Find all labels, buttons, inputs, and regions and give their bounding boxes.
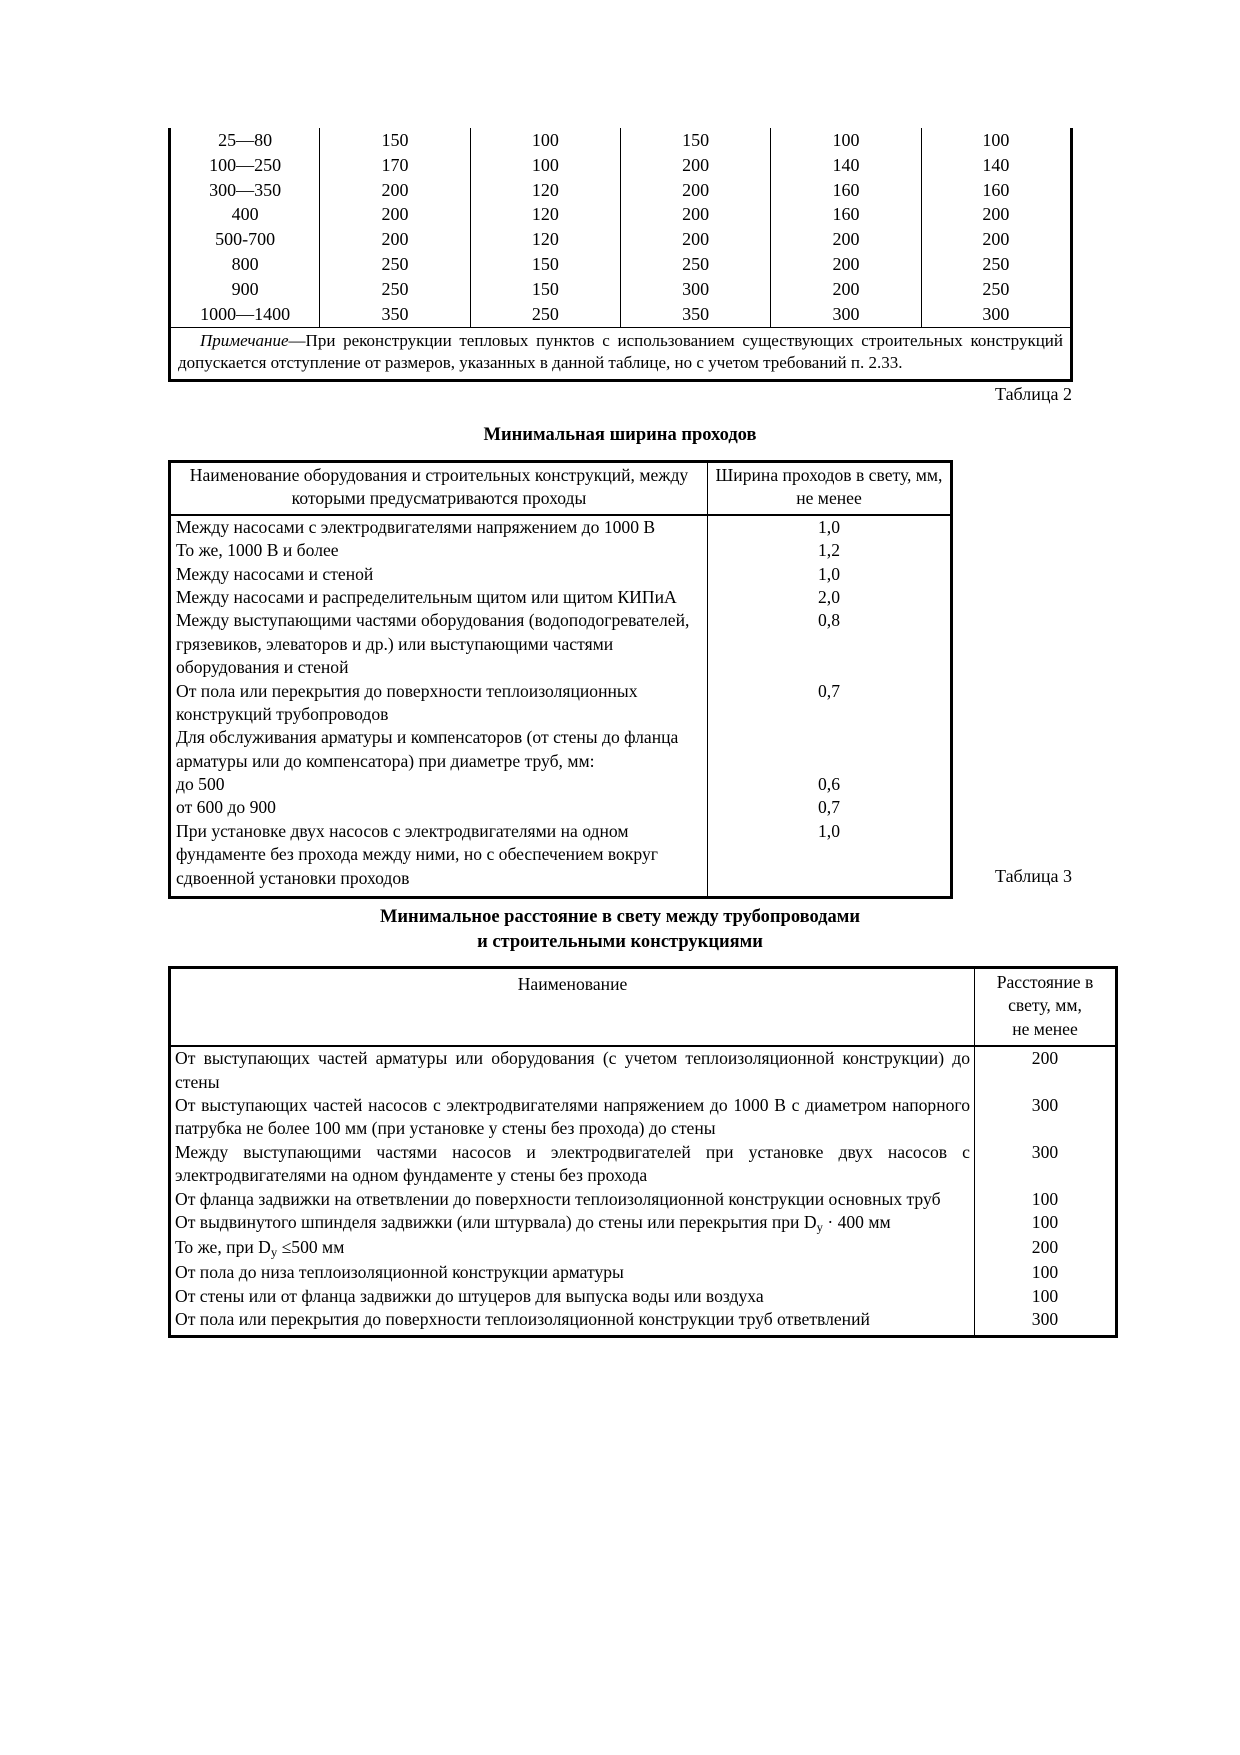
- table-row: [170, 563, 952, 586]
- table-row: [170, 1094, 1117, 1141]
- table-3-header-row: [170, 968, 1117, 1047]
- header-line-3: не менее: [1012, 1018, 1078, 1039]
- row-value: 1,0: [708, 563, 952, 586]
- row-name: Между выступающими частями оборудования (водоподогревателей, грязевиков, элеваторов и др.) или выступающими частями оборудования и стеной: [170, 609, 708, 679]
- row-value: 2,0: [708, 586, 952, 609]
- table-1: [168, 128, 1073, 382]
- table-row: [170, 586, 952, 609]
- row-name: От стены или от фланца задвижки до штуцеров для выпуска воды или воздуха: [170, 1285, 975, 1308]
- table-2-header-row: [170, 462, 952, 515]
- row-value: 100: [975, 1211, 1117, 1236]
- row-value-text: 300: [1031, 1094, 1059, 1115]
- table-1-continued: [168, 128, 1073, 382]
- cell-value: 300: [771, 302, 921, 327]
- cell-value: 160: [771, 178, 921, 203]
- cell-value: 150: [470, 277, 620, 302]
- cell-value: 300: [921, 302, 1071, 327]
- cell-size: 300—350: [170, 178, 320, 203]
- cell-value: 200: [620, 202, 770, 227]
- row-value: [708, 609, 952, 679]
- table-row: [170, 726, 952, 773]
- row-name: Между насосами и стеной: [170, 563, 708, 586]
- row-value: 300: [975, 1308, 1117, 1331]
- row-name: до 500: [170, 773, 708, 796]
- note-label: Примечание: [200, 330, 289, 350]
- cell-value: 140: [771, 153, 921, 178]
- table-2-number: Таблица 2: [995, 384, 1072, 404]
- cell-value: 170: [320, 153, 470, 178]
- row-value: [708, 726, 952, 773]
- cell-value: 200: [620, 178, 770, 203]
- cell-value: 250: [470, 302, 620, 327]
- cell-size: 900: [170, 277, 320, 302]
- cell-size: 400: [170, 202, 320, 227]
- bottom-edge-right: [708, 890, 952, 898]
- row-value: 0,7: [708, 796, 952, 819]
- cell-value: 250: [921, 252, 1071, 277]
- row-name: При установке двух насосов с электродвигателями на одном фундаменте без прохода между ними, но с обеспечением вокруг сдвоенной установки проходов: [170, 820, 708, 890]
- header-line-1: Расстояние в: [996, 972, 1094, 992]
- cell-value: 100: [470, 128, 620, 153]
- row-name: от 600 до 900: [170, 796, 708, 819]
- row-name: То же, 1000 В и более: [170, 539, 708, 562]
- row-name: От выступающих частей насосов с электродвигателями напряжением до 1000 В с диаметром напорного патрубка не более 100 мм (при установке у стены без прохода) до стены: [170, 1094, 975, 1141]
- cell-value: 200: [320, 202, 470, 227]
- cell-size: 1000—1400: [170, 302, 320, 327]
- cell-value: 250: [921, 277, 1071, 302]
- cell-value: 100: [921, 128, 1071, 153]
- row-value: 0,6: [708, 773, 952, 796]
- row-value: [975, 1094, 1117, 1141]
- row-name: От пола или перекрытия до поверхности теплоизоляционной конструкции труб ответвлений: [170, 1308, 975, 1331]
- cell-size: 500-700: [170, 227, 320, 252]
- row-name: От фланца задвижки на ответвлении до поверхности теплоизоляционной конструкции основных труб: [170, 1188, 975, 1211]
- row-value: 300: [975, 1141, 1117, 1188]
- cell-value: 200: [771, 252, 921, 277]
- cell-value: 350: [320, 302, 470, 327]
- table-row: [170, 609, 952, 679]
- table-2-body: [170, 462, 952, 898]
- row-name: Между насосами с электродвигателями напряжением до 1000 В: [170, 515, 708, 539]
- table-2-wrapper: [168, 460, 950, 899]
- bottom-edge-left: [170, 1331, 975, 1337]
- table-2: [168, 460, 953, 899]
- row-value: 100: [975, 1188, 1117, 1211]
- row-value: 200: [975, 1046, 1117, 1094]
- row-name: От пола или перекрытия до поверхности теплоизоляционных конструкций трубопроводов: [170, 680, 708, 727]
- table-row: [170, 1188, 1117, 1211]
- table-row: [170, 128, 1072, 153]
- row-name: То же, при $D_у \le 500$ мм: [170, 1236, 975, 1261]
- table-row: [170, 1308, 1117, 1331]
- table-3-wrapper: [168, 966, 1115, 1338]
- cell-value: 160: [771, 202, 921, 227]
- row-name: Между выступающими частями насосов и электродвигателей при установке двух насосов с электродвигателями на одном фундаменте у стены без прохода: [170, 1141, 975, 1188]
- table-row: [170, 1141, 1117, 1188]
- table-row: [170, 1261, 1117, 1284]
- cell-value: 150: [320, 128, 470, 153]
- cell-size: 800: [170, 252, 320, 277]
- cell-value: 200: [771, 277, 921, 302]
- table-3-title: [0, 905, 1240, 954]
- cell-size: 25—80: [170, 128, 320, 153]
- row-value: 1,0: [708, 515, 952, 539]
- table-1-note-row: [170, 327, 1072, 380]
- column-header-name: Наименование: [170, 968, 975, 1047]
- table-row: [170, 820, 952, 890]
- cell-value: 150: [620, 128, 770, 153]
- row-value: 0,7: [708, 680, 952, 727]
- cell-value: 120: [470, 227, 620, 252]
- table-3: [168, 966, 1118, 1338]
- cell-value: 300: [620, 277, 770, 302]
- row-value: 100: [975, 1261, 1117, 1284]
- row-name: От выступающих частей арматуры или оборудования (с учетом теплоизоляционной конструкции) до стены: [170, 1046, 975, 1094]
- cell-value: 200: [921, 227, 1071, 252]
- table-row: [170, 277, 1072, 302]
- row-value-text: 0,8: [818, 610, 840, 631]
- table-1-note: [170, 327, 1072, 380]
- cell-value: 120: [470, 202, 620, 227]
- table-row: [170, 252, 1072, 277]
- row-name: От выдвинутого шпинделя задвижки (или штурвала) до стены или перекрытия при $D_у \cdot 400$ мм: [170, 1211, 975, 1236]
- cell-value: 100: [470, 153, 620, 178]
- note-text: —При реконструкции тепловых пунктов с использованием существующих строительных конструкций допускается отступление от размеров, указанных в данной таблице, но с учетом требований п. 2.33.: [178, 330, 1063, 372]
- column-header-distance: [975, 968, 1117, 1047]
- cell-value: 250: [320, 277, 470, 302]
- cell-value: 200: [620, 153, 770, 178]
- cell-value: 200: [771, 227, 921, 252]
- bottom-edge-left: [170, 890, 708, 898]
- table-row: [170, 1046, 1117, 1094]
- table-3-body: [170, 968, 1117, 1337]
- table-3-number: Таблица 3: [995, 866, 1072, 886]
- table-row: [170, 302, 1072, 327]
- row-name: Между насосами и распределительным щитом или щитом КИПиА: [170, 586, 708, 609]
- row-name: Для обслуживания арматуры и компенсаторов (от стены до фланца арматуры или до компенсатора) при диаметре труб, мм:: [170, 726, 708, 773]
- column-header-width: Ширина проходов в свету, мм, не менее: [708, 462, 952, 515]
- table-row: [170, 515, 952, 539]
- table-row: [170, 178, 1072, 203]
- header-line-2: свету, мм,: [1008, 995, 1082, 1016]
- table-row: [170, 680, 952, 727]
- cell-value: 120: [470, 178, 620, 203]
- table-row: [170, 153, 1072, 178]
- table-2-bottom-edge: [170, 890, 952, 898]
- cell-value: 250: [320, 252, 470, 277]
- table-row: [170, 227, 1072, 252]
- cell-value: 150: [470, 252, 620, 277]
- table-row: [170, 1285, 1117, 1308]
- cell-value: 140: [921, 153, 1071, 178]
- column-header-name: Наименование оборудования и строительных конструкций, между которыми предусматриваются проходы: [170, 462, 708, 515]
- cell-value: 100: [771, 128, 921, 153]
- table-row: [170, 796, 952, 819]
- row-name: От пола до низа теплоизоляционной конструкции арматуры: [170, 1261, 975, 1284]
- table-row: [170, 1236, 1117, 1261]
- cell-value: 200: [921, 202, 1071, 227]
- cell-value: 200: [320, 227, 470, 252]
- row-value: 200: [975, 1236, 1117, 1261]
- table-2-title: Минимальная ширина проходов: [483, 425, 757, 445]
- bottom-edge-right: [975, 1331, 1117, 1337]
- cell-value: 250: [620, 252, 770, 277]
- table-1-body: [170, 128, 1072, 380]
- cell-size: 100—250: [170, 153, 320, 178]
- cell-value: 160: [921, 178, 1071, 203]
- table-row: [170, 1211, 1117, 1236]
- cell-value: 200: [320, 178, 470, 203]
- table-3-title-line-1: Минимальное расстояние в свету между трубопроводами: [379, 907, 861, 927]
- table-row: [170, 539, 952, 562]
- row-value: 1,0: [708, 820, 952, 890]
- table-row: [170, 202, 1072, 227]
- table-3-title-line-2: и строительными конструкциями: [477, 931, 763, 952]
- cell-value: 200: [620, 227, 770, 252]
- table-row: [170, 773, 952, 796]
- table-3-bottom-edge: [170, 1331, 1117, 1337]
- row-value: 100: [975, 1285, 1117, 1308]
- row-value: 1,2: [708, 539, 952, 562]
- cell-value: 350: [620, 302, 770, 327]
